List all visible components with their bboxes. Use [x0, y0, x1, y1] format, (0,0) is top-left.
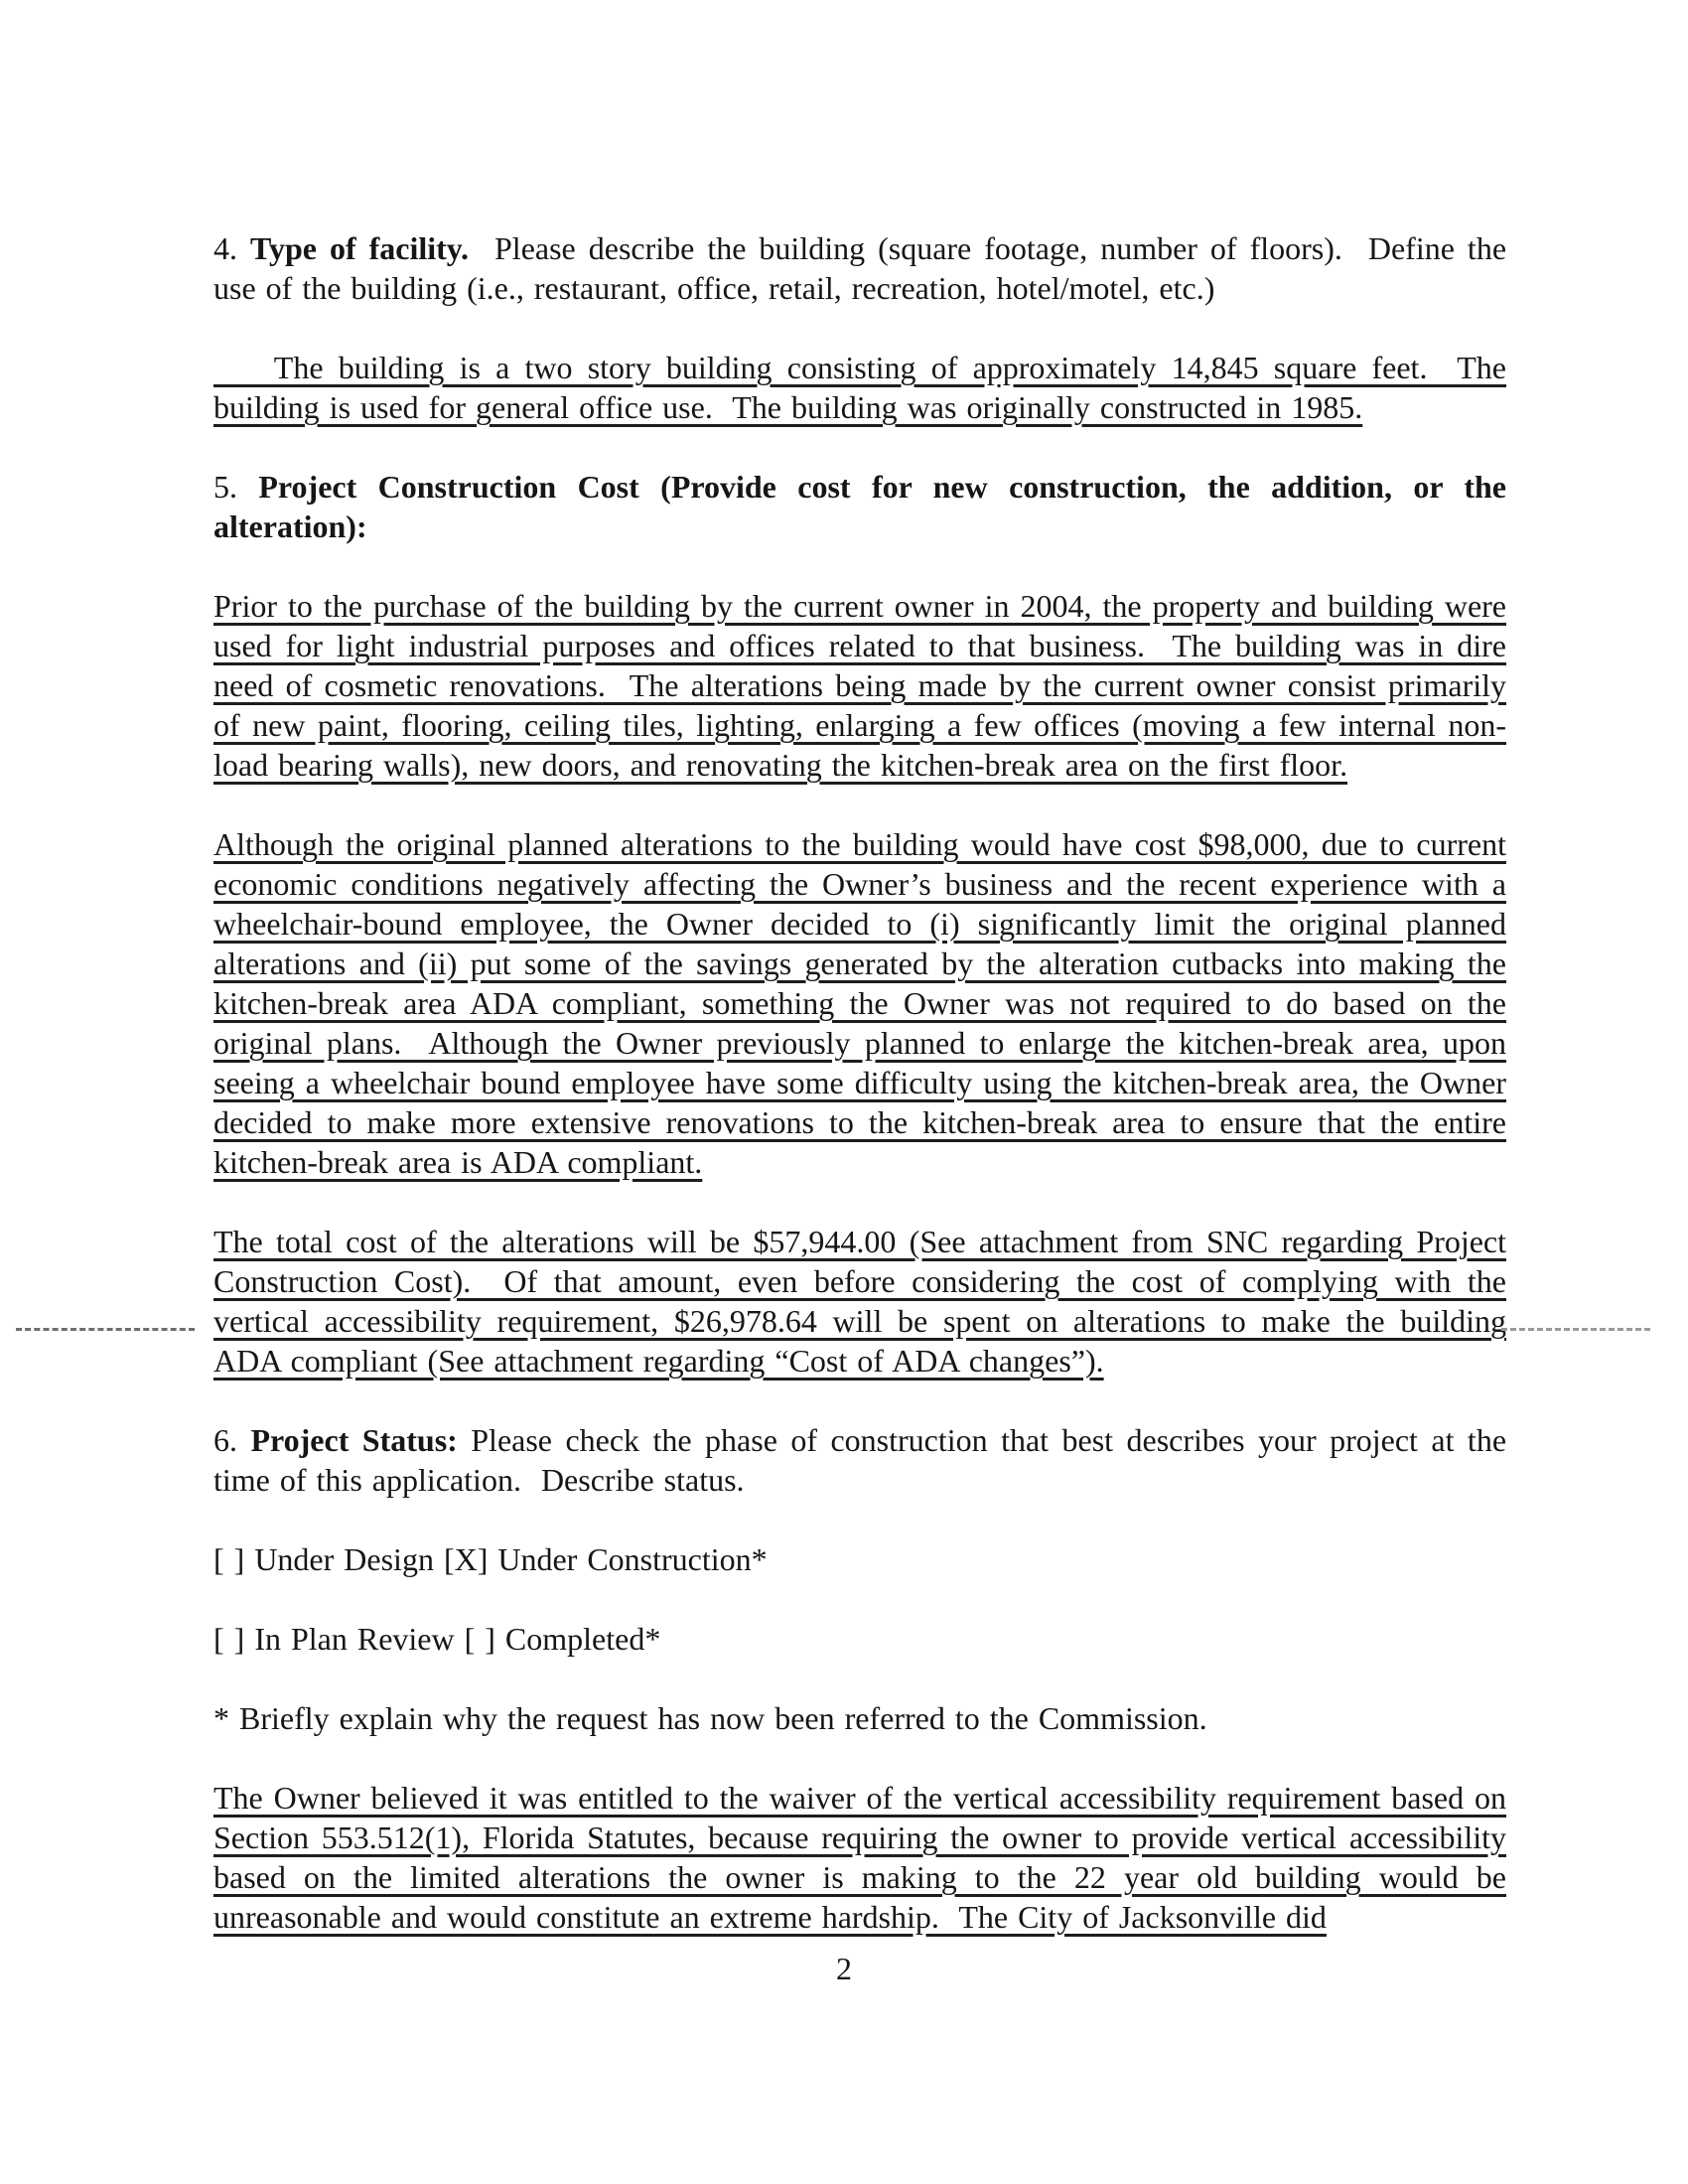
right-margin-scan-artifact [1501, 1328, 1650, 1331]
section-4-number: 4. [213, 230, 250, 266]
alteration-cost-explanation-paragraph: Although the original planned alterations to the building would have cost $98,000, due to current economic conditions negatively affecting the Owner’s business and the recent experience with a wheelchair-bound employee, the Owner decided to (i) significantly limit the original planned alterations and (ii) put some of the savings generated by the alteration cutbacks into making the kitchen-break area ADA compliant, something the Owner was not required to do based on the original plans. Although the Owner previously planned to enlarge the kitchen-break area, upon seeing a wheelchair bound employee have some difficulty using the kitchen-break area, the Owner decided to make more extensive renovations to the kitchen-break area to ensure that the entire kitchen-break area is ADA compliant. [213, 826, 1506, 1180]
left-margin-scan-artifact [16, 1328, 195, 1331]
status-options-row-2: [ ] In Plan Review [ ] Completed* [213, 1621, 661, 1657]
waiver-belief-paragraph: The Owner believed it was entitled to the waiver of the vertical accessibility requirement based on Section 553.512(1), Florida Statutes, because requiring the owner to provide vertical accessibility based on the limited alterations the owner is making to the 22 year old building would be unreasonable and would constitute an extreme hardship. The City of Jacksonville did [213, 1780, 1506, 1935]
section-4-instructions: Please describe the building (square footage, number of floors). Define the use of the building (i.e., restaurant, office, retail, recreation, hotel/motel, etc.) [213, 230, 1507, 306]
section-4-heading [213, 228, 1506, 308]
section-6-number: 6. [213, 1422, 251, 1458]
section-4-title: Type of facility. [250, 230, 470, 266]
asterisk-footnote: * Briefly explain why the request has now been referred to the Commission. [213, 1700, 1207, 1736]
section-5-title: Project Construction Cost (Provide cost for new construction, the addition, or the alteration): [213, 469, 1507, 544]
prior-use-paragraph: Prior to the purchase of the building by the current owner in 2004, the property and building were used for light industrial purposes and offices related to that business. The building was in dire need of cosmetic renovations. The alterations being made by the current owner consist primarily of new paint, flooring, ceiling tiles, lighting, enlarging a few offices (moving a few internal non-load bearing walls), new doors, and renovating the kitchen-break area on the first floor. [213, 588, 1506, 783]
document-body [213, 228, 1506, 1976]
page-number: 2 [836, 1951, 852, 1986]
facility-description-paragraph: The building is a two story building consisting of approximately 14,845 square feet. The building is used for general office use. The building was originally constructed in 1985. [213, 350, 1506, 425]
section-6-instructions: Please check the phase of construction that best describes your project at the time of this application. Describe status. [213, 1422, 1507, 1498]
section-5-number: 5. [213, 469, 259, 505]
status-options-row-1: [ ] Under Design [X] Under Construction* [213, 1541, 768, 1577]
section-5-heading [213, 467, 1506, 546]
section-6-heading [213, 1420, 1506, 1500]
section-6-title: Project Status: [250, 1422, 458, 1458]
total-cost-paragraph: The total cost of the alterations will be $57,944.00 (See attachment from SNC regarding Project Construction Cost). Of that amount, even before considering the cost of complying with the vertical accessibility requirement, $26,978.64 will be spent on alterations to make the building ADA compliant (See attachment regarding “Cost of ADA changes”). [213, 1224, 1506, 1379]
